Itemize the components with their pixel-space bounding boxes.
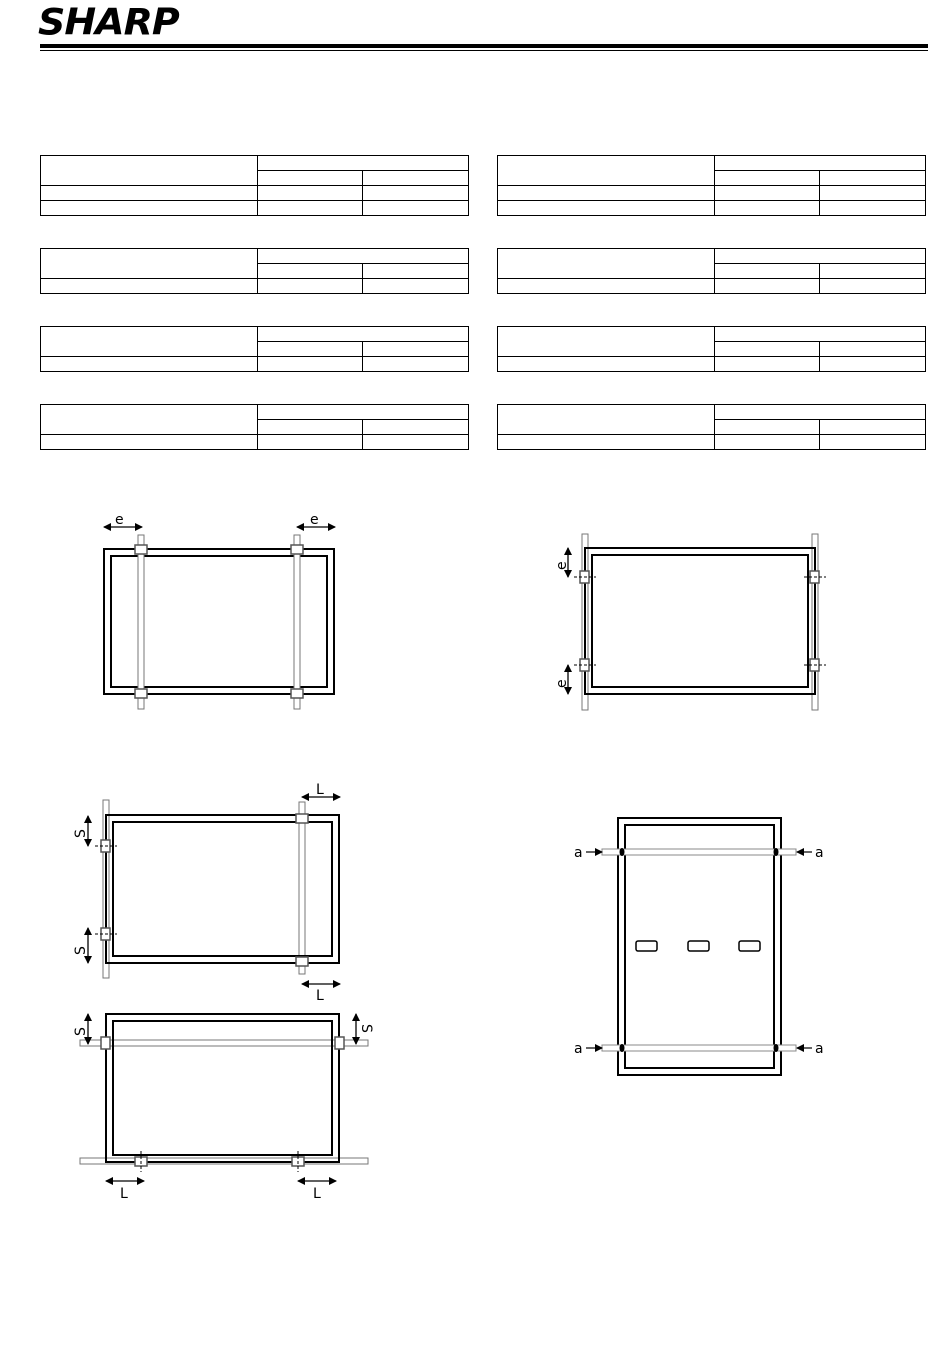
rail bbox=[294, 535, 300, 709]
panel-outer bbox=[585, 548, 815, 694]
mount-point bbox=[774, 1044, 779, 1052]
dimension-label-s: S bbox=[73, 946, 89, 955]
vent-slot bbox=[688, 941, 709, 951]
mount-point bbox=[620, 848, 625, 856]
clamp bbox=[291, 545, 303, 554]
dimension-label-a: a bbox=[574, 1041, 583, 1057]
rail bbox=[80, 1040, 368, 1046]
dimension-label-e: e bbox=[554, 561, 570, 570]
dimension-label-e: e bbox=[554, 679, 570, 688]
dimension-label-a: a bbox=[815, 1041, 824, 1057]
clamp bbox=[101, 1037, 110, 1049]
dimension-label-a: a bbox=[574, 845, 583, 861]
clamp bbox=[296, 814, 308, 823]
dimension-label-e: e bbox=[310, 512, 319, 528]
mount-point bbox=[620, 1044, 625, 1052]
dimension-label-l: L bbox=[120, 1186, 128, 1202]
rail bbox=[299, 802, 305, 974]
clamp bbox=[335, 1037, 344, 1049]
dimension-label-s: S bbox=[73, 829, 89, 838]
dimension-label-l: L bbox=[316, 988, 324, 1004]
dimension-label-l: L bbox=[316, 782, 324, 798]
panel-inner bbox=[592, 555, 808, 687]
clamp bbox=[135, 689, 147, 698]
dimension-label-s: S bbox=[358, 1024, 374, 1033]
clamp bbox=[296, 957, 308, 966]
dimension-label-e: e bbox=[115, 512, 124, 528]
dimension-label-l: L bbox=[313, 1186, 321, 1202]
clamp bbox=[291, 689, 303, 698]
rail bbox=[138, 535, 144, 709]
panel-outer bbox=[106, 1014, 339, 1162]
rail bbox=[602, 849, 796, 855]
clamp bbox=[135, 545, 147, 554]
dimension-label-s: S bbox=[73, 1027, 89, 1036]
vent-slot bbox=[636, 941, 657, 951]
sharp-logo: SHARP bbox=[38, 1, 179, 43]
rail bbox=[602, 1045, 796, 1051]
mount-point bbox=[774, 848, 779, 856]
vent-slot bbox=[739, 941, 760, 951]
dimension-label-a: a bbox=[815, 845, 824, 861]
